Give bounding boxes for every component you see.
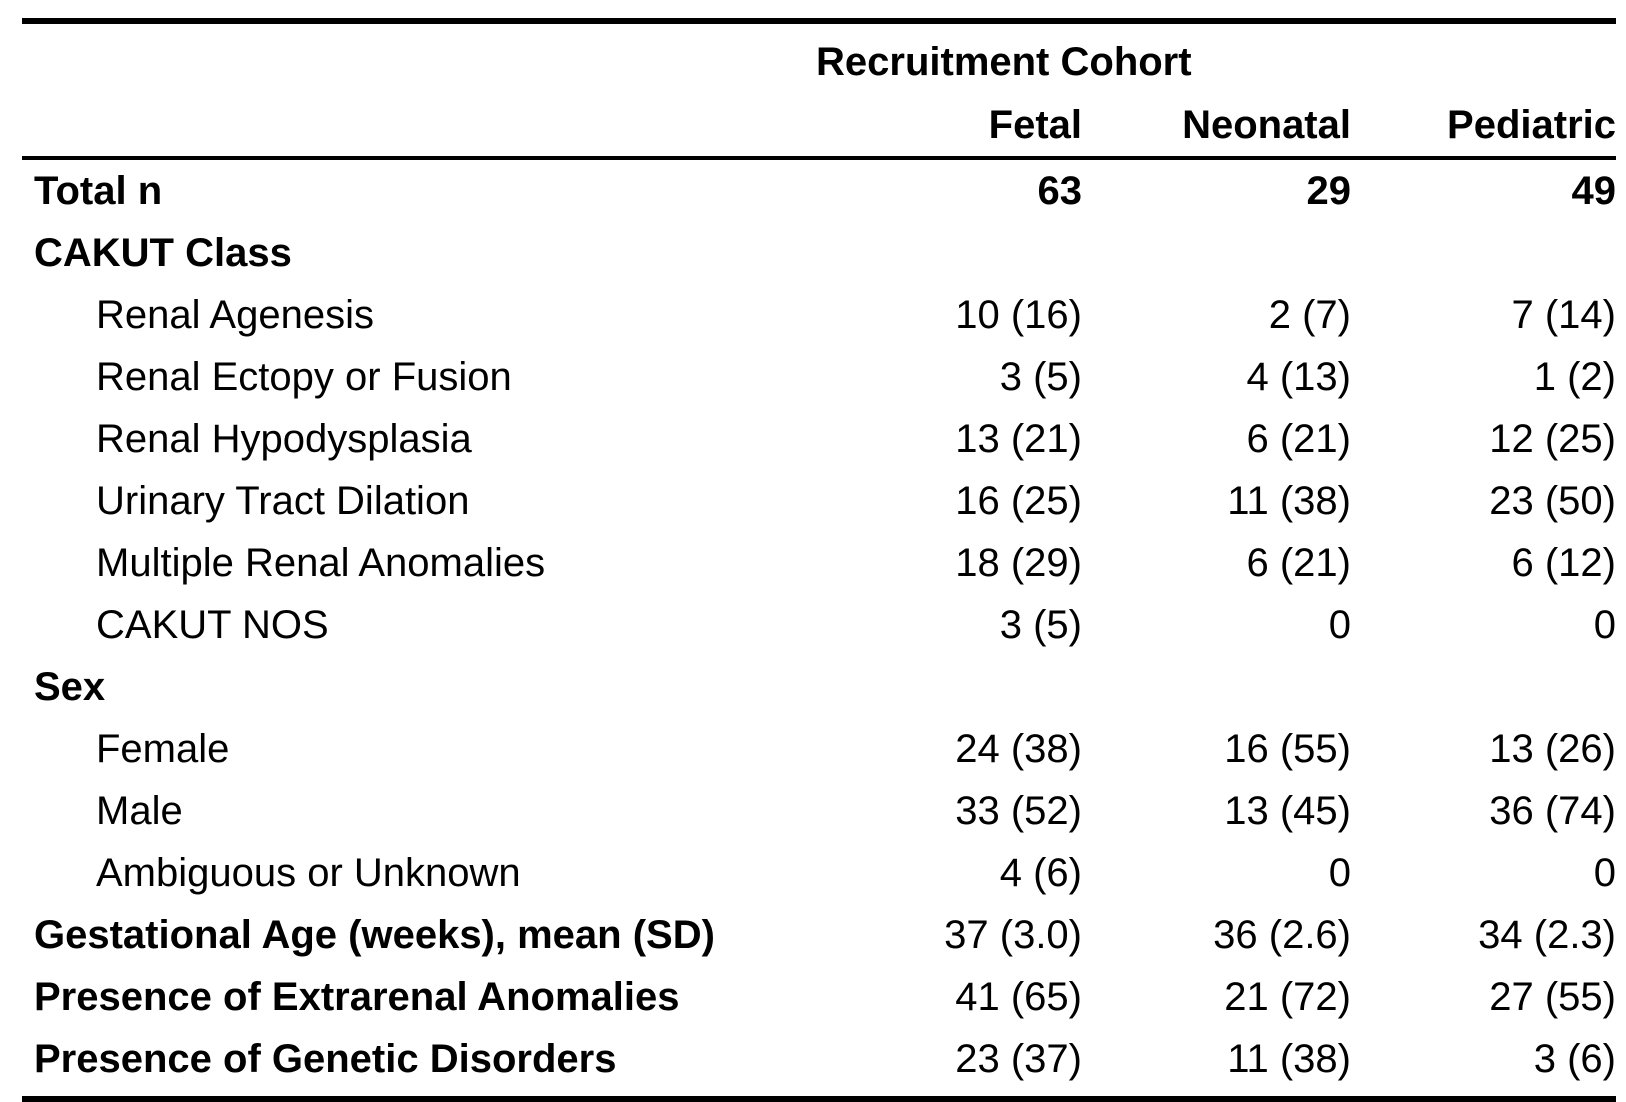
cell-pediatric: 49 [1571,169,1616,213]
cell-neonatal: 11 (38) [1227,1037,1351,1081]
table-row [22,718,1616,780]
cell-pediatric: 3 (6) [1533,1037,1616,1081]
table-row [22,470,1616,532]
cell-fetal: 3 (5) [999,603,1082,647]
cell-fetal: 23 (37) [955,1037,1082,1081]
table-row [22,160,1616,222]
cell-pediatric: 27 (55) [1489,975,1616,1019]
cell-pediatric: 0 [1593,603,1616,647]
row-label: Presence of Genetic Disorders [34,1037,617,1081]
cell-fetal: 63 [1037,169,1082,213]
cell-pediatric: 36 (74) [1489,789,1616,833]
cell-neonatal: 6 (21) [1246,417,1351,461]
cell-neonatal: 4 (13) [1246,355,1351,399]
row-label: Female [96,727,230,771]
cell-fetal: 4 (6) [999,851,1082,895]
cell-neonatal: 6 (21) [1246,541,1351,585]
cell-neonatal: 16 (55) [1224,727,1351,771]
table-body [22,160,1616,1090]
table-row [22,408,1616,470]
table-row [22,904,1616,966]
cell-fetal: 16 (25) [955,479,1082,523]
cell-neonatal: 0 [1328,851,1351,895]
cell-neonatal: 0 [1328,603,1351,647]
cell-fetal: 10 (16) [955,293,1082,337]
cell-fetal: 41 (65) [955,975,1082,1019]
table-row [22,532,1616,594]
row-label: Multiple Renal Anomalies [96,541,546,585]
row-label: CAKUT NOS [96,603,329,647]
row-label: Presence of Extrarenal Anomalies [34,975,680,1019]
row-label: Renal Hypodysplasia [96,417,472,461]
cohort-table [22,18,1616,1102]
cohort-title: Recruitment Cohort [816,40,1192,84]
section-label: Sex [34,665,106,709]
cell-fetal: 13 (21) [955,417,1082,461]
cell-pediatric: 23 (50) [1489,479,1616,523]
cell-fetal: 37 (3.0) [944,913,1082,957]
cell-neonatal: 11 (38) [1227,479,1351,523]
cell-pediatric: 1 (2) [1533,355,1616,399]
table-row-section [22,656,1616,718]
row-label: Renal Ectopy or Fusion [96,355,512,399]
row-label: Total n [34,169,163,213]
row-label: Renal Agenesis [96,293,374,337]
row-label: Male [96,789,183,833]
cell-neonatal: 29 [1306,169,1351,213]
cell-pediatric: 0 [1593,851,1616,895]
cell-neonatal: 21 (72) [1224,975,1351,1019]
cell-pediatric: 7 (14) [1511,293,1616,337]
table-row [22,966,1616,1028]
cell-pediatric: 12 (25) [1489,417,1616,461]
table-row [22,284,1616,346]
cell-pediatric: 13 (26) [1489,727,1616,771]
row-label: Ambiguous or Unknown [96,851,521,895]
cell-neonatal: 36 (2.6) [1213,913,1351,957]
cell-fetal: 3 (5) [999,355,1082,399]
cell-fetal: 18 (29) [955,541,1082,585]
column-header-fetal: Fetal [988,103,1082,147]
row-label: Urinary Tract Dilation [96,479,470,523]
cell-fetal: 24 (38) [955,727,1082,771]
row-label: Gestational Age (weeks), mean (SD) [34,913,715,957]
cell-fetal: 33 (52) [955,789,1082,833]
table-row [22,594,1616,656]
cell-neonatal: 2 (7) [1268,293,1351,337]
bottom-rule [22,1096,1616,1102]
column-header-pediatric: Pediatric [1447,103,1616,147]
table-row [22,780,1616,842]
cell-neonatal: 13 (45) [1224,789,1351,833]
column-header-neonatal: Neonatal [1182,103,1351,147]
section-label: CAKUT Class [34,231,292,275]
table-row [22,346,1616,408]
cohort-header-row [22,24,1616,94]
column-header-row [22,94,1616,156]
table-row [22,842,1616,904]
cell-pediatric: 6 (12) [1511,541,1616,585]
cell-pediatric: 34 (2.3) [1478,913,1616,957]
table-row-section [22,222,1616,284]
table-row [22,1028,1616,1090]
